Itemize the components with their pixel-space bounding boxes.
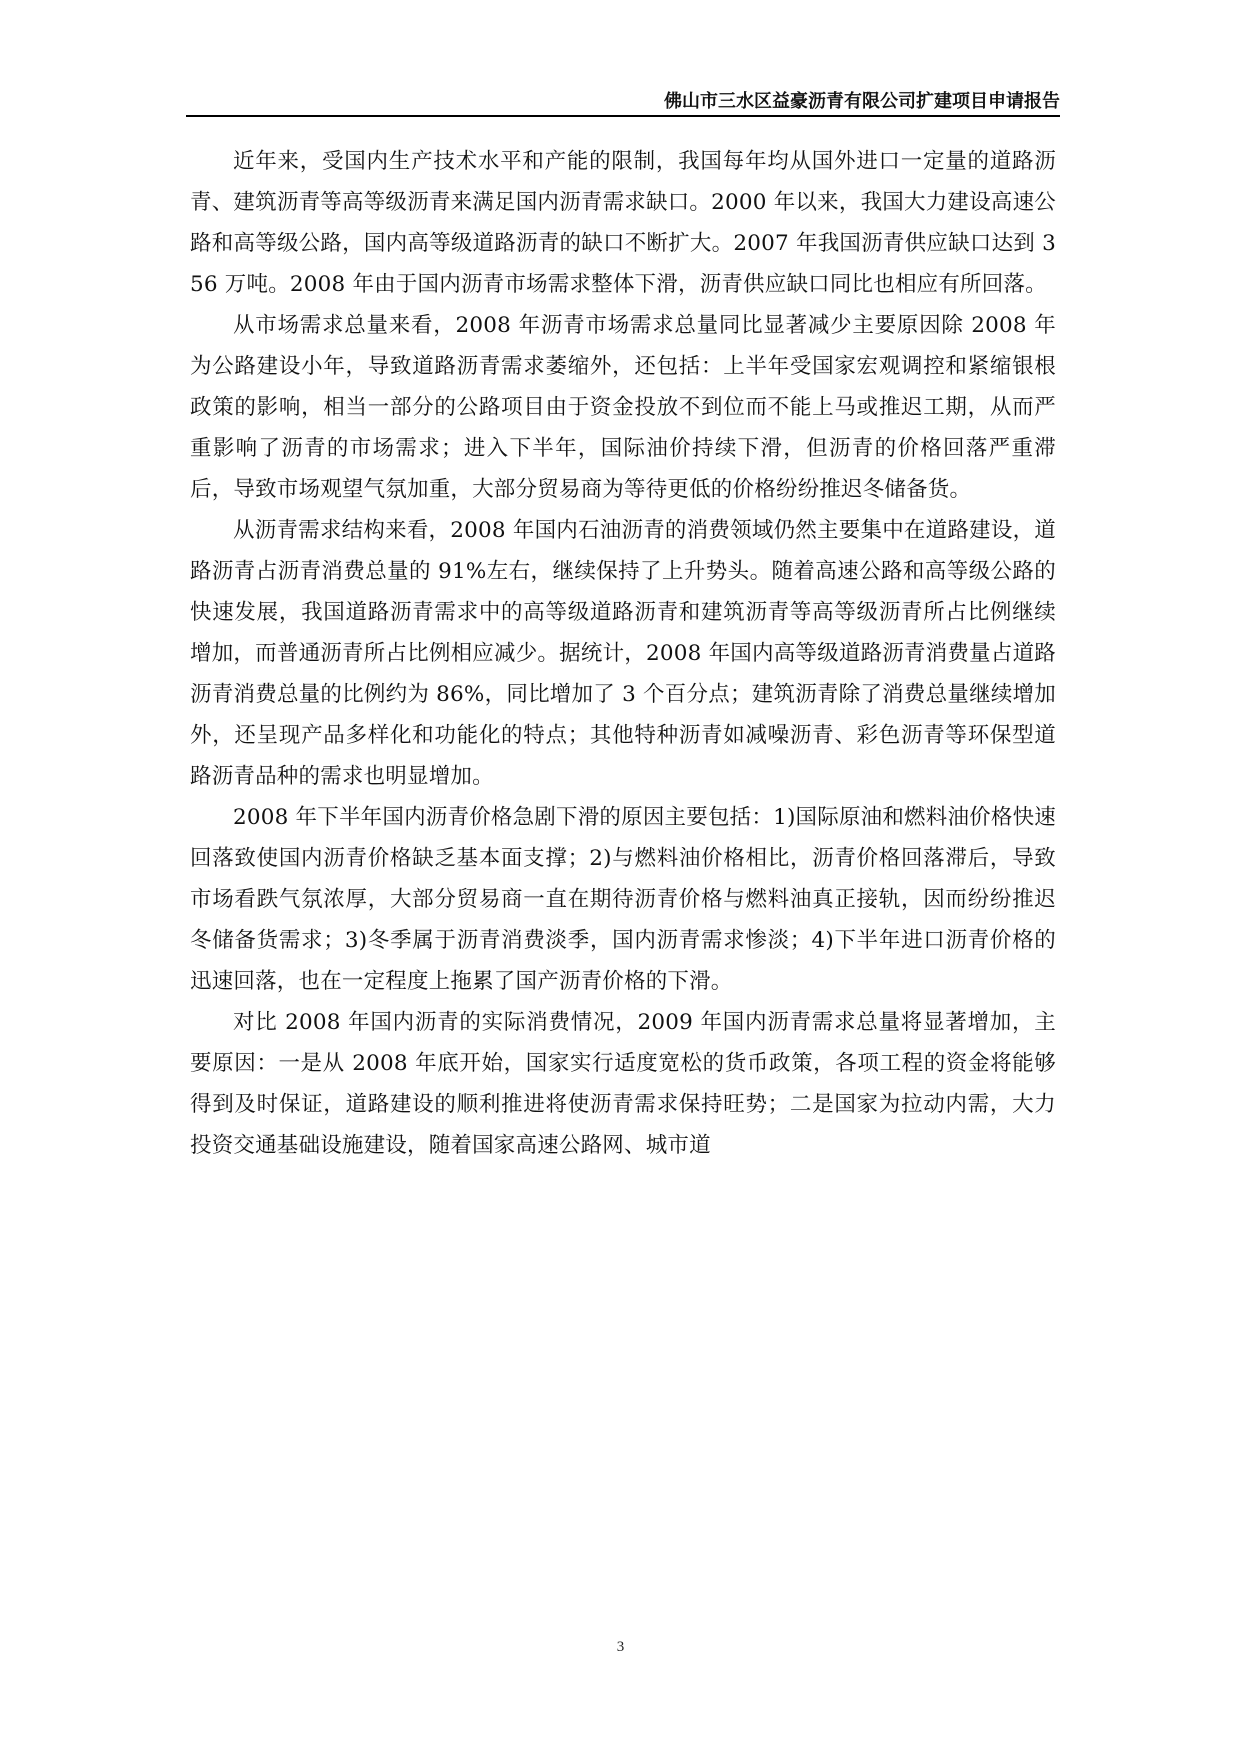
paragraph-price-decline: 2008 年下半年国内沥青价格急剧下滑的原因主要包括：1)国际原油和燃料油价格快速回落致使国内沥青价格缺乏基本面支撑；2)与燃料油价格相比，沥青价格回落滞后，导致市场看跌气氛浓厚，大部分贸易商一直在期待沥青价格与燃料油真正接轨，因而纷纷推迟冬储备货需求；3)冬季属于沥青消费淡季，国内沥青需求惨淡；4)下半年进口沥青价格的迅速回落，也在一定程度上拖累了国产沥青价格的下滑。 xyxy=(190,805,1056,994)
header-rule xyxy=(186,115,1060,117)
body-text xyxy=(190,141,1056,1166)
paragraph-2009-outlook: 对比 2008 年国内沥青的实际消费情况，2009 年国内沥青需求总量将显著增加，主要原因：一是从 2008 年底开始，国家实行适度宽松的货币政策，各项工程的资金将能够得到及时保证，道路建设的顺利推进将使沥青需求保持旺势；二是国家为拉动内需，大力投资交通基础设施建设，随着国家高速公路网、城市道 xyxy=(190,1010,1056,1158)
page-number: 3 xyxy=(616,1639,625,1655)
running-header: 佛山市三水区益豪沥青有限公司扩建项目申请报告 xyxy=(664,91,1060,112)
paragraph-demand-structure: 从沥青需求结构来看，2008 年国内石油沥青的消费领域仍然主要集中在道路建设，道路沥青占沥青消费总量的 91%左右，继续保持了上升势头。随着高速公路和高等级公路的快速发展，我国道路沥青需求中的高等级道路沥青和建筑沥青等高等级沥青所占比例继续增加，而普通沥青所占比例相应减少。据统计，2008 年国内高等级道路沥青消费量占道路沥青消费总量的比例约为 86%，同比增加了 3 个百分点；建筑沥青除了消费总量继续增加外，还呈现产品多样化和功能化的特点；其他特种沥青如减噪沥青、彩色沥青等环保型道路沥青品种的需求也明显增加。 xyxy=(190,518,1056,789)
paragraph-demand-total: 从市场需求总量来看，2008 年沥青市场需求总量同比显著减少主要原因除 2008 年为公路建设小年，导致道路沥青需求萎缩外，还包括：上半年受国家宏观调控和紧缩银根政策的影响，相当一部分的公路项目由于资金投放不到位而不能上马或推迟工期，从而严重影响了沥青的市场需求；进入下半年，国际油价持续下滑，但沥青的价格回落严重滞后，导致市场观望气氛加重，大部分贸易商为等待更低的价格纷纷推迟冬储备货。 xyxy=(190,313,1056,502)
paragraph-import-gap: 近年来，受国内生产技术水平和产能的限制，我国每年均从国外进口一定量的道路沥青、建筑沥青等高等级沥青来满足国内沥青需求缺口。2000 年以来，我国大力建设高速公路和高等级公路，国内高等级道路沥青的缺口不断扩大。2007 年我国沥青供应缺口达到 356 万吨。2008 年由于国内沥青市场需求整体下滑，沥青供应缺口同比也相应有所回落。 xyxy=(190,149,1056,297)
